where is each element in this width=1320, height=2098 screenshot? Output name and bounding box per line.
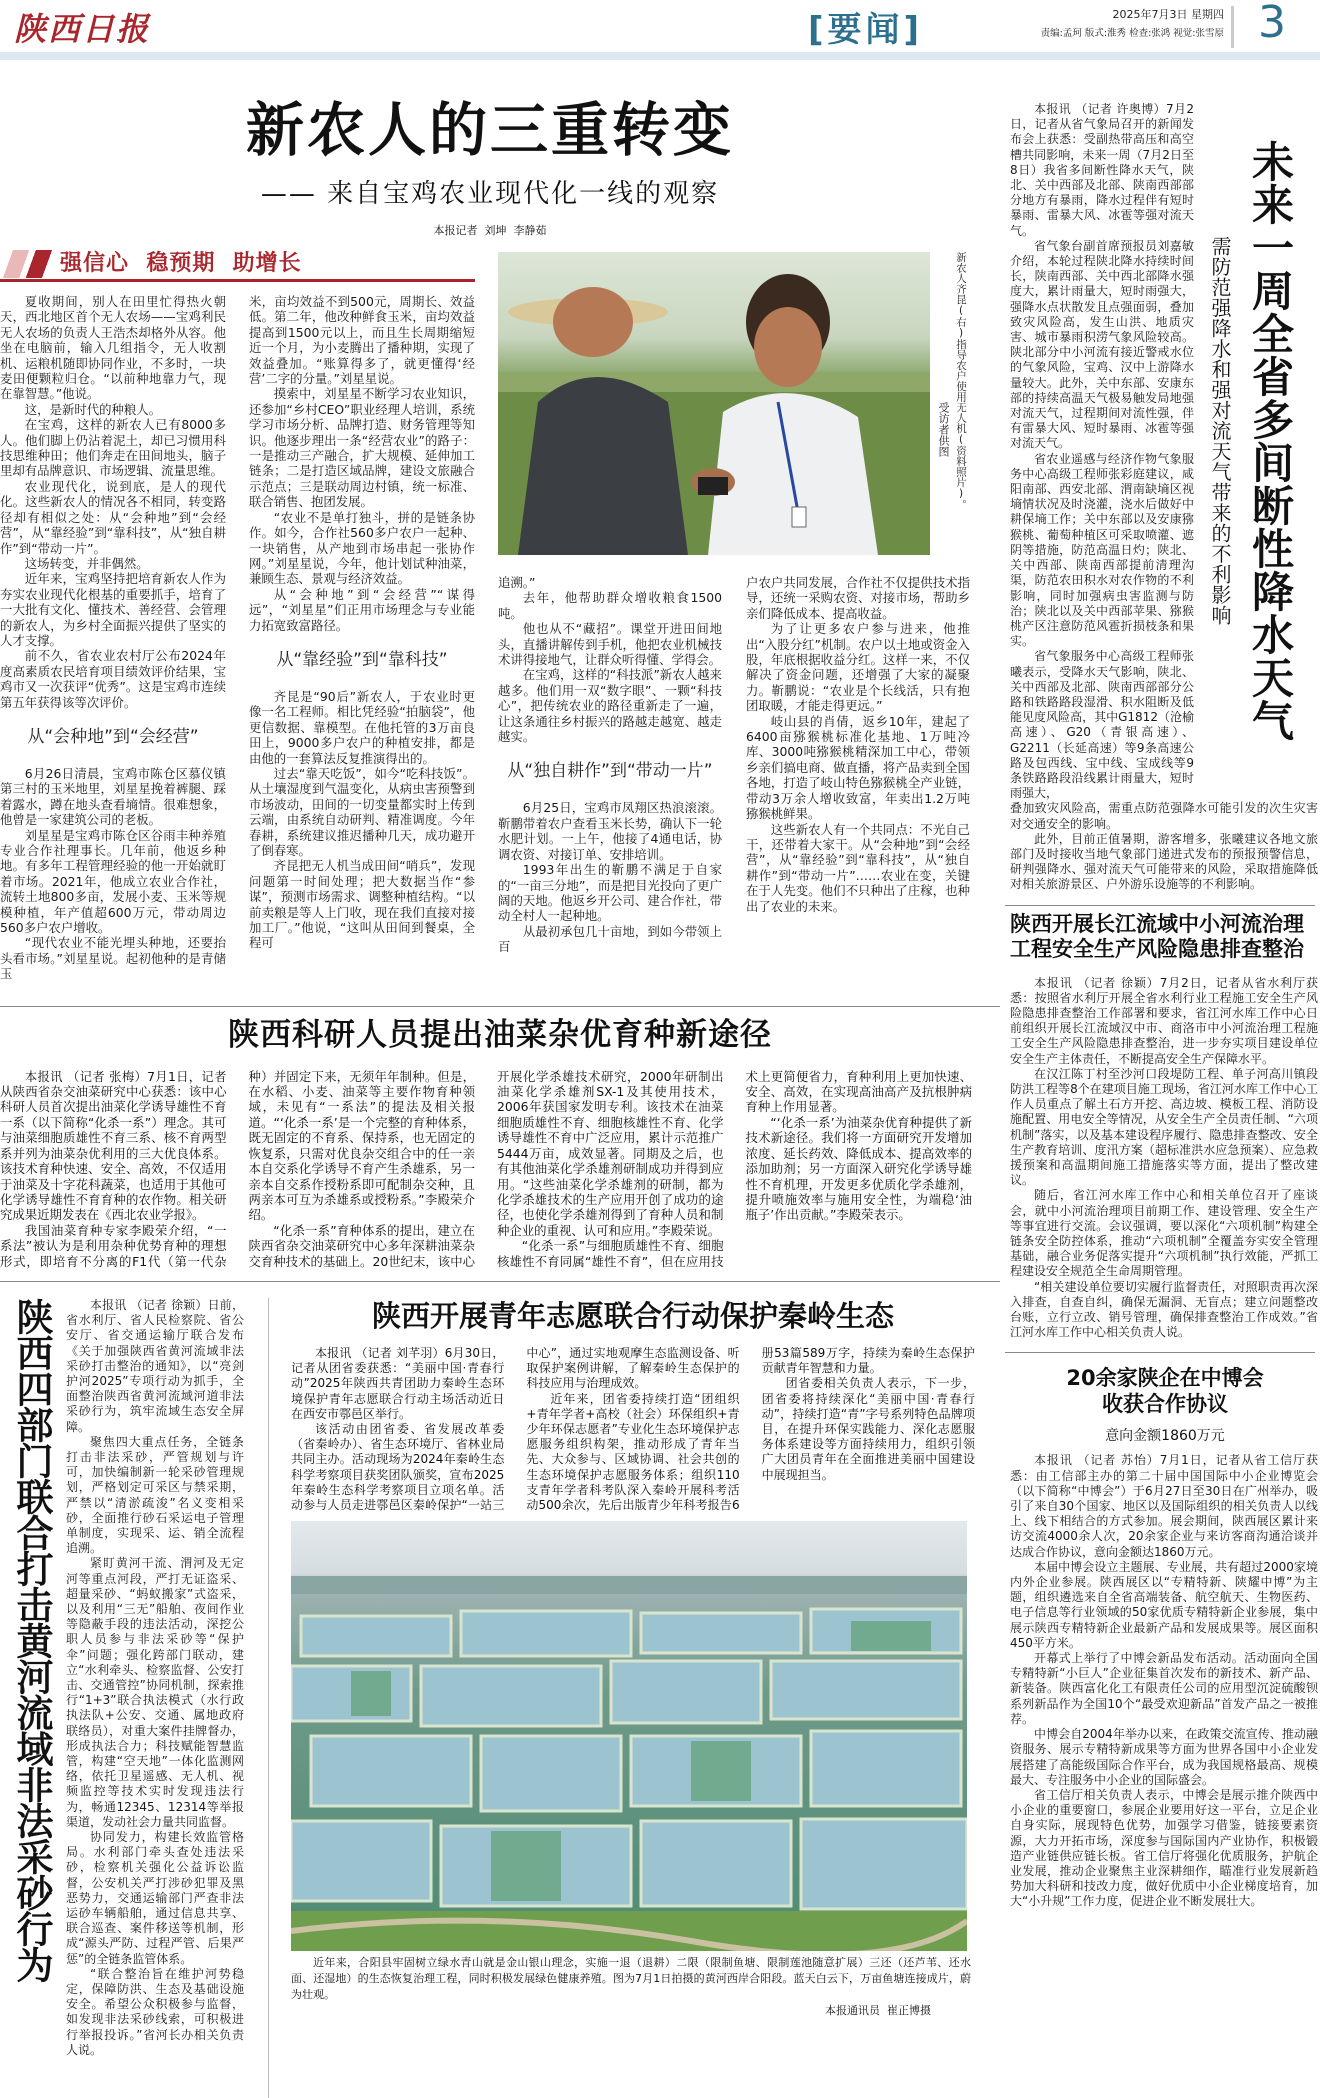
- divider: [0, 1281, 1000, 1282]
- photo-row: [498, 252, 1000, 555]
- expo-body: [1010, 1453, 1318, 1909]
- main-article-body: [0, 248, 1000, 982]
- paragraph: “化杀一系”与细胞质雄性不育、细胞核雄性不育同属“雄性不育”，但在应用技术上更简便省力，育种利用上更加快速、安全、高效，在实现高油高产及抗根肿病育种上作用显著。: [497, 1068, 972, 1269]
- paragraph: 在宝鸡，这样的“科技派”新农人越来越多。他们用一双“数字眼”、一颗“科技心”，把传统农业的路径重新走了一遍，让这条通往乡村振兴的路越走越宽、越走越实。: [498, 667, 722, 745]
- paragraph: 团省委相关负责人表示，下一步，团省委将持续深化“美丽中国·青春行动”，持续打造“青”字号系列特色品牌项目，在提升环保实践能力、深化志愿服务体系建设等方面持续用力，组织引领广大团员青年在全面推进美丽中国建设中展现担当。: [761, 1376, 975, 1482]
- paragraph: 省气象台副首席预报员刘嘉敏介绍，本轮过程陕北降水持续时间长，陕南西部、关中西北部降水强度大，累计雨量大，短时雨强大，强降水点状散发且点强面弱，叠加致灾风险高，发生山洪、地质灾害、城市暴雨积涝气象风险较高。陕北部分中小河流有接近警戒水位的气象风险，宝鸡、汉中上游降水量较大。此外，关中东部、安康东部的持续高温天气极易触发局地强对流天气，过程期间对流性强，伴有雷暴大风、短时暴雨、冰雹等强对流天气。: [1010, 238, 1194, 451]
- section-heading: 从“靠经验”到“靠科技”: [276, 649, 448, 670]
- paragraph: 该活动由团省委、省发展改革委（省秦岭办）、省生态环境厅、省林业局共同主办。活动现场为2024年秦岭生态科学考察项目获奖团队颁奖，宣布2025年秦岭生态科学考察项目立项名单。活动参与人员走进鄠邑区秦岭保护“一站三中心”，通过实地观摩生态监测设备、听取保护案例讲解，了解秦岭生态保护的科技应用与治理成效。: [291, 1345, 740, 1512]
- paragraph: 本报讯 （记者 徐颖）日前，省水利厅、省人民检察院、省公安厅、省交通运输厅联合发布《关于加强陕西省黄河流域非法采砂打击整治的通知》，以“亮剑护河2025”专项行动为抓手，全面整治陕西省黄河流域河道非法采砂行为，筑牢流域生态安全屏障。: [66, 1297, 244, 1434]
- paragraph: 米，亩均效益不到500元，周期长、效益低。第二年，他改种鲜食玉米，亩均效益提高到1500元以上，而且生长周期缩短近一个月，为小麦腾出了播种期，实现了效益叠加。“账算得多了，就更懂得‘经营’二字的分量。”刘星星说。: [249, 294, 475, 387]
- left-region: [0, 60, 1000, 2098]
- weather-body: [1010, 102, 1194, 801]
- paragraph: 他也从不“藏招”。课堂开进田间地头，直播讲解传到手机，他把农业机械技术讲得接地气，让群众听得懂、学得会。: [498, 621, 722, 668]
- paragraph: 近年来，团省委持续打造“团组织+青年学者+高校（社会）环保组织+青少年环保志愿者”专业化生态环境保护志愿服务组织构架，推动形成了青年当先、大众参与、区域协调、社会共创的生态环境保护志愿服务体系；组织110支青年学者科考队深入秦岭开展科考活动500余次，先后出版青少年科考报告6册53篇589万字，持续为秦岭生态保护贡献青年智慧和力量。: [526, 1345, 975, 1512]
- paragraph: 摸索中，刘星星不断学习农业知识，还参加“乡村CEO”职业经理人培训，系统学习市场分析、品牌打造、财务管理等知识。他逐步理出一条“经营农业”的路子：一是推动三产融合，扩大规模、延伸加工链条；二是打造区域品牌，建设文旅融合示范点；三是联动周边村镇，统一标准、联合销售、抱团发展。: [249, 386, 475, 510]
- section-heading: 从“独自耕作”到“带动一片”: [507, 761, 713, 782]
- paragraph: 6月26日清晨，宝鸡市陈仓区慕仪镇第三村的玉米地里，刘星星挽着裤腿、踩着露水，蹲在地头查看墒情。很难想象，他曾是一家建筑公司的老板。: [0, 765, 226, 828]
- farmer-photo-image: [498, 252, 930, 555]
- paragraph: 中博会自2004年举办以来，在政策交流宣传、推动融资服务、展示专精特新成果等方面为世界各国中小企业发展搭建了高能级国际合作平台，成为我国规格最高、规模最大、专注服务中小企业的国际盛会。: [1010, 1727, 1318, 1787]
- paragraph: 本报讯 （记者 苏怡）7月1日，记者从省工信厅获悉：由工信部主办的第二十届中国国际中小企业博览会（以下简称“中博会”）于6月27日至30日在广州举办，吸引了来自30个国家、地区以及国际组织的相关负责人以线上、线下相结合的方式参加。展会期间，陕西展区累计来访交流4000余人次，20余家企业与来访客商沟通洽谈并达成合作协议，意向金额达1860万元。: [1010, 1453, 1318, 1559]
- sand-title: 陕西四部门联合打击黄河流域非法采砂行为: [10, 1297, 53, 1982]
- paragraph: 此外，目前正值暑期，游客增多，张曦建议各地文旅部门及时接收当地气象部门递进式发布的预报预警信息，研判强降水、强对流天气可能带来的风险，采取措施降低对相关旅游景区、户外游乐设施等的不利影响。: [1010, 831, 1318, 892]
- paragraph: 本报讯 （记者 张梅）7月1日，记者从陕西省杂交油菜研究中心获悉：该中心科研人员首次提出油菜化学诱导雄性不育一系（以下简称“化杀一系”）理念。其可与油菜细胞质雄性不育三系、核不育两型系并列为油菜杂优利用的三大优良体系。该技术育种快速、安全、高效，不仅适用于油菜及十字花科蔬菜，也适用于其他可化学诱导雄性不育育种的农作物。相关研究成果近期发表在《西北农业学报》。: [0, 1068, 227, 1223]
- paragraph: 户农户共同发展，合作社不仅提供技术指导，还统一采购农资、对接市场，帮助乡亲们降低成本、提高收益。: [746, 575, 970, 621]
- main-col-4: [746, 575, 970, 914]
- paragraph: 过去“靠天吃饭”，如今“吃科技饭”。从土壤湿度到气温变化，从病虫害预警到市场波动，田间的一切变量都实时上传到云端，由系统自动研判、精准调度。今年春耕，系统建议推迟播种几天，成功避开了倒春寒。: [249, 765, 475, 858]
- paragraph: 近年来，宝鸡坚持把培育新农人作为夯实农业现代化根基的重要抓手，培育了一大批有文化、懂技术、善经营、会管理的新农人，为乡村全面振兴提供了坚实的人才支撑。: [0, 571, 226, 648]
- aerial-photo-caption: 近年来，合阳县牢固树立绿水青山就是金山银山理念，实施一退（退耕）二限（限制鱼塘、限制莲池随意扩展）三还（还芦苇、还水面、还湿地）的生态恢复治理工程，同时积极发展绿色健康养殖。图为7月1日拍摄的黄河西岸合阳段。蓝天白云下，万亩鱼塘连接成片，蔚为壮观。: [291, 1956, 971, 2002]
- paragraph: 6月25日，宝鸡市凤翔区热浪滚滚。靳鹏带着农户查看玉米长势，确认下一轮水肥计划。一上午，他接了4通电话，协调农资、对接订单、安排培训。: [498, 800, 722, 862]
- paragraph: “联合整治旨在维护河势稳定，保障防洪、生态及基础设施安全。希望公众积极参与监督，如发现非法采砂线索，可积极进行举报投诉。”省河长办相关负责人说。: [66, 1966, 244, 2057]
- topic-banner: 强信心 稳预期 助增长: [60, 251, 302, 276]
- paragraph: 协同发力，构建长效监管格局。水利部门牵头查处违法采砂，检察机关强化公益诉讼监督，公安机关严打涉砂犯罪及黑恶势力，交通运输部门严查非法运砂车辆船舶，通过信息共享、联合巡查、案件移送等机制，形成“源头严防、过程严管、后果严惩”的全链条监管体系。: [66, 1830, 244, 1966]
- photo-credit: 受访者供图: [937, 402, 950, 457]
- paragraph: 本报讯 （记者 徐颖）7月2日，记者从省水利厅获悉：按照省水利厅开展全省水利行业工程施工安全生产风险隐患排查整治工作部署和要求，省江河水库工作中心日前组织开展长江流域汉中市、商洛市中小河流治理工程施工安全生产风险隐患排查整治，进一步夯实项目建设单位安全生产主体责任，不断提高安全生产保障水平。: [1010, 975, 1318, 1066]
- topic-banner-row: [0, 248, 475, 282]
- paragraph: 紧盯黄河干流、渭河及无定河等重点河段，严打无证盗采、超量采砂、“蚂蚁搬家”式盗采，以及利用“三无”船舶、夜间作业等隐蔽手段的违法活动，深挖公职人员参与非法采砂等“保护伞”问题；强化跨部门联动，建立“水利牵头、检察监督、公安打击、交通管控”协同机制，探索推行“1+3”联合执法模式（水行政执法队+公安、交通、属地政府联络员），对重大案件挂牌督办，形成执法合力；科技赋能智慧监管，构建“空天地”一体化监测网络，依托卫星遥感、无人机、视频监控等技术实时发现违法行为，畅通12345、12314等举报渠道，发动社会力量共同监督。: [66, 1556, 244, 1829]
- weather-row: [1010, 102, 1320, 801]
- paragraph: 本报讯 （记者 刘芊羽）6月30日，记者从团省委获悉：“美丽中国·青春行动”2025年陕西共青团助力秦岭生态环境保护青年志愿联合行动主场活动近日在西安市鄠邑区举行。: [291, 1345, 505, 1421]
- right-region: [1010, 102, 1320, 1910]
- paragraph: 农业现代化，说到底，是人的现代化。这些新农人的情况各不相同，转变路径却有相似之处：从“会种地”到“会经营”，从“靠经验”到“靠科技”，从“独自耕作”到“带动一片”。: [0, 478, 226, 556]
- yangtze-body: [1010, 976, 1318, 1341]
- issue-date: 2025年7月3日 星期四: [1112, 8, 1224, 21]
- paragraph: 夏收期间，别人在田里忙得热火朝天，西北地区首个无人农场——宝鸡利民无人农场的负责人王浩杰却格外从容。他坐在电脑前，输入几组指令，无人收割机、运粮机随即协同作业，不多时，一块麦田便颗粒归仓。“以前种地靠力气，现在靠智慧。”他说。: [0, 294, 226, 402]
- paragraph: “现代农业不能光埋头种地，还要抬头看市场。”刘星星说。起初他种的是青储玉: [0, 935, 226, 982]
- main-col-3: [498, 575, 722, 955]
- youth-title: 陕西开展青年志愿联合行动保护秦岭生态: [371, 1298, 894, 1333]
- weather-title: 未来一周全省多间断性降水天气: [1246, 140, 1295, 742]
- yangtze-title: 陕西开展长江流域中小河流治理工程安全生产风险隐患排查整治: [1010, 911, 1304, 961]
- aerial-photo-credit: 本报通讯员 崔正博摄: [825, 2004, 931, 2018]
- paragraph: 这场转变，并非偶然。: [24, 555, 149, 571]
- youth-article: [275, 1298, 975, 2019]
- main-right-block: [498, 252, 1000, 955]
- divider: [0, 1006, 1000, 1007]
- paragraph: 随后，省江河水库工作中心和相关单位召开了座谈会，就中小河流治理项目前期工作、建设管理、安全生产等事宜进行交流。会议强调，要以深化“六项机制”构建全链条安全防控体系，推动“六项机制”全覆盖夯实安全管理基础，融合业务促落实提升“六项机制”执行效能，严抓工程建设安全规范全生命周期管理。: [1010, 1188, 1318, 1279]
- paragraph: 这些新农人有一个共同点：不光自己干，还带着大家干。从“会种地”到“会经营”，从“靠经验”到“靠科技”，从“独自耕作”到“带动一片”……农业在变，关键在于人先变。他们不只种出了庄稼，也种出了农业的未来。: [746, 821, 970, 914]
- paragraph: 在宝鸡，这样的新农人已有8000多人。他们脚上仍沾着泥土，却已习惯用科技思维种田；他们奔走在田间地头，脑子里却有品牌意识、市场逻辑、流量思维。: [0, 417, 226, 479]
- masthead-logo: 陕西日报: [14, 10, 151, 48]
- banner-stripe: [0, 250, 55, 278]
- farmer-photo: [498, 252, 930, 555]
- weather-body-wide: [1010, 801, 1318, 892]
- main-left-block: [0, 248, 475, 982]
- divider: [268, 1298, 269, 2098]
- paragraph: 聚焦四大重点任务，全链条打击非法采砂，严管规划与许可，加快编制新一轮采砂管理规划，严格划定可采区与禁采期，严禁以“清淤疏浚”名义变相采砂，全面推行砂石采运电子管理单制度，实现采、运、销全流程追溯。: [66, 1434, 244, 1556]
- paragraph: 叠加致灾风险高，需重点防范强降水可能引发的次生灾害对交通安全的影响。: [1010, 801, 1318, 831]
- weather-subtitle: 需防范强降水和强对流天气带来的不利影响: [1208, 236, 1232, 626]
- sand-article: [0, 1298, 262, 2098]
- paragraph: 齐昆是“90后”新农人，于农业时更像一名工程师。相比凭经验“拍脑袋”，他更信数据、靠模型。在他托管的3万亩良田上，9000多户农户的种植安排，都是由他的一套算法反复推演得出的。: [249, 688, 475, 766]
- paragraph: “化杀一系”育种体系的提出，建立在陕西省杂交油菜研究中心多年深耕油菜杂交育种技术的基础上。20世纪末，该中心开展化学杀雄技术研究，2000年研制出油菜化学杀雄剂SX-1及其使用技术，2006年获国家发明专利。该技术在油菜细胞质雄性不育、细胞核雄性不育、化学诱导雄性不育中广泛应用，累计示范推广5444万亩，成效显著。同期及之后，也有其他油菜化学杀雄剂研制成功并得到应用。“这些油菜化学杀雄剂的研制，都为化学杀雄技术的生产应用开创了成功的途径，也使化学杀雄剂得到了育种人员和制种企业的重视、认可和应用。”李殿荣说。: [248, 1068, 724, 1269]
- paragraph: 齐昆把无人机当成田间“哨兵”，发现问题第一时间处理；把大数据当作“参谋”，预测市场需求、调整种植结构。“以前卖粮是等人上门收，现在我们直接对接加工厂。”他说，“这叫从田间到餐桌，全程可: [249, 858, 475, 951]
- rapeseed-title: 陕西科研人员提出油菜杂优育种新途径: [228, 1016, 772, 1053]
- paragraph: 追溯。”: [498, 575, 536, 590]
- paragraph: 省工信厅相关负责人表示，中博会是展示推介陕西中小企业的重要窗口，参展企业要用好这一平台，立足企业自身实际，展现特色优势，加强学习借鉴，链接要素资源，大力开拓市场，深度参与国际国内产业协作，积极锻造产业链供应链长板。省工信厅将强化优质服务，护航企业发展，推动企业聚焦主业深耕细作，瞄准行业发展新趋势加大科研和技改力度，做好优质中小企业梯度培育，加大“小升规”工作力度，促进企业不断发展壮大。: [1010, 1787, 1318, 1909]
- header-band: [0, 52, 1320, 60]
- section-heading: 从“会种地”到“会经营”: [27, 726, 199, 747]
- sand-body: [66, 1298, 244, 2058]
- paragraph: 去年，他帮助群众增收粮食1500吨。: [498, 590, 722, 621]
- main-right-columns: [498, 575, 1000, 955]
- paragraph: 1993年出生的靳鹏不满足于自家的“一亩三分地”，而是把目光投向了更广阔的天地。他返乡开公司、建合作社，带动全村人一起种地。: [498, 862, 722, 924]
- paragraph: 本届中博会设立主题展、专业展，共有超过2000家境内外企业参展。陕西展区以“专精特新、陕耀中博”为主题，组织遴选来自全省高端装备、航空航天、生物医药、电子信息等行业领域的50家优质专精特新企业参展，集中展示陕西专精特新企业最新产品和发展成果等。展区面积450平方米。: [1010, 1559, 1318, 1650]
- paragraph: “‘化杀一系’为油菜杂优育种提供了新技术新途径。我们将一方面研究开发增加浓度、延长药效、降低成本、提高效率的添加助剂；另一方面深入研究化学诱导雄性不育机理，开发更多优质化学杀雄剂，提升喷施效率与施用安全性，为端稳‘油瓶子’作出贡献。”李殿荣表示。: [745, 1114, 972, 1223]
- expo-title-line-2: 收获合作协议: [1102, 1392, 1228, 1417]
- aerial-photo-image: [291, 1521, 967, 1951]
- paragraph: 这，是新时代的种粮人。: [24, 401, 162, 417]
- photo-caption-box: [936, 252, 968, 555]
- paragraph: “相关建设单位要切实履行监督责任，对照职责再次深入排查，自查自纠，确保无漏洞、无盲点；建立问题整改台账，立行立改、销号管理，确保排查整治工作成效。”省江河水库工作中心相关负责人说。: [1010, 1279, 1318, 1340]
- expo-title-line-1: 20余家陕企在中博会: [1066, 1366, 1264, 1391]
- section-label: [要闻]: [808, 10, 924, 50]
- youth-body: [291, 1346, 975, 1513]
- rapeseed-body: [0, 1069, 972, 1269]
- paragraph: 岐山县的肖倩，返乡10年，建起了6400亩猕猴桃标准化基地、1万吨冷库、3000吨猕猴桃精深加工中心，带领乡亲们搞电商、做直播，将产品卖到全国各地，打造了岐山特色猕猴桃全产业链，带动3万余人增收致富，年卖出1.2万吨猕猴桃鲜果。: [746, 713, 970, 822]
- paragraph: 开幕式上举行了中博会新品发布活动。活动面向全国专精特新“小巨人”企业征集首次发布的新技术、新产品、新装备。陕西富化化工有限责任公司的应用型沉淀硫酸钡系列新品作为全国10个“最受欢迎新品”首发产品之一被推荐。: [1010, 1651, 1318, 1726]
- divider: [1005, 1352, 1315, 1353]
- paragraph: 从“会种地”到“会经营”“谋得远”，“刘星星”们正用市场理念与专业能力拓宽致富路径。: [249, 586, 475, 633]
- paragraph: 省农业遥感与经济作物气象服务中心高级工程师张彩庭建议，咸阳南部、西安北部、渭南缺墒区视墒情状况及时浇灌，浇水后做好中耕保墒工作；关中东部以及安康猕猴桃、葡萄种植区可采取喷灌、遮阴等措施，防范高温日灼；陕北、关中西部、陕南西部提前清理沟渠，防范农田积水对农作物的不利影响，同时加强病虫害监测与防治；陕北以及关中西部苹果、猕猴桃产区注意防范风雹折损枝条和果实。: [1010, 451, 1194, 649]
- aerial-photo: [291, 1521, 967, 1951]
- main-left-columns: [0, 294, 475, 982]
- header-divider: [1231, 6, 1234, 48]
- paragraph: 刘星星是宝鸡市陈仓区谷雨丰种养殖专业合作社理事长。几年前，他返乡种地。有多年工程管理经验的他一开始就盯着市场。2021年，他成立农业合作社，流转土地800多亩，发展小麦、玉米等规模种植，年产值超600万元，带动周边560多户农户增收。: [0, 827, 226, 936]
- paragraph: 在汉江陈丁村至沙河口段堤防工程、单子河高川镇段防洪工程等8个在建项目施工现场，省江河水库工作中心工作人员重点了解土石方开挖、高边坡、模板工程、消防设施配置、用电安全等情况，从安全生产全员责任制、“六项机制”落实，以及基本建设程序履行、隐患排查整改、安全生产教育培训、度汛方案（超标准洪水应急预案）、应急救援预案和高温期间施工措施落实等方面，提出了整改建议。: [1010, 1066, 1318, 1188]
- main-col-2: [249, 294, 475, 951]
- paragraph: “农业不是单打独斗，拼的是链条协作。如今，合作社560多户农户一起种、一块销售，从产地到市场串起一张协作网。”刘星星说，今年，他计划试种油菜，兼顾生态、景观与经济效益。: [249, 509, 475, 587]
- main-article-subtitle: —— 来自宝鸡农业现代化一线的观察: [260, 179, 720, 209]
- paragraph: 本报讯 （记者 许奥博）7月2日，记者从省气象局召开的新闻发布会上获悉：受副热带高压和高空槽共同影响，未来一周（7月2日至8日）我省多间断性降水天气，陕北、关中西部及北部、陕南西部部分地方有暴雨，降水过程伴有短时暴雨、雷暴大风、冰雹等强对流天气。: [1010, 102, 1194, 238]
- paragraph: 前不久，省农业农村厅公布2024年度高素质农民培育项目绩效评价结果，宝鸡市又一次获评“优秀”。这是宝鸡市连续第五年获得该等次评价。: [0, 648, 226, 710]
- paragraph: 省气象服务中心高级工程师张曦表示，受降水天气影响，陕北、关中西部及北部、陕南西部部分公路和铁路路段湿滑、积水阻断及低能见度风险高，其中G1812（沧榆高速）、G20（青银高速）、G2211（长延高速）等9条高速公路及包西线、宝中线、宝成线等9条铁路路段沿线累计雨量大，短时雨强大，: [1010, 649, 1194, 801]
- main-col-1: [0, 294, 226, 982]
- paragraph: 从最初承包几十亩地，到如今带领上百: [498, 923, 722, 955]
- divider: [1005, 905, 1315, 906]
- editors-line: 责编:孟珂 版式:淮秀 检查:张鸿 视觉:张雪原: [1040, 28, 1224, 39]
- expo-subtitle: 意向金额1860万元: [1105, 1428, 1225, 1445]
- photo-caption: 新农人齐昆(右)指导农户使用无人机(资料照片)。: [955, 252, 967, 510]
- paragraph: 我国油菜育种专家李殿荣介绍，“一系法”被认为是利用杂种优势育种的理想形式，即培育不分离的F1代（第一代杂种）并固定下来，无须年年制种。但是，在水稻、小麦、油菜等主要作物育种领域，未见有“一系法”的提法及相关报道。“‘化杀一系’是一个完整的育种体系，既无固定的不育系、保持系，也无固定的恢复系，只需对优良杂交组合中的任一亲本自交系化学诱导不育产生杀雄系，另一亲本自交系作授粉系即可配制杂交种，且两亲本可互为杀雄系或授粉系。”李殿荣介绍。: [0, 1068, 475, 1269]
- page-number: 3: [1258, 0, 1286, 48]
- paragraph: 为了让更多农户参与进来，他推出“入股分红”机制。农户以土地或资金入股，年底根据收益分红。这样一来，不仅解决了资金问题，还增强了大家的凝聚力。靳鹏说：“农业是个长线活，只有抱团取暖，才能走得更远。”: [746, 621, 970, 714]
- bottom-row: [0, 1298, 1000, 2098]
- main-article-byline: 本报记者 刘坤 李静茹: [433, 224, 547, 237]
- main-article-title: 新农人的三重转变: [245, 96, 734, 164]
